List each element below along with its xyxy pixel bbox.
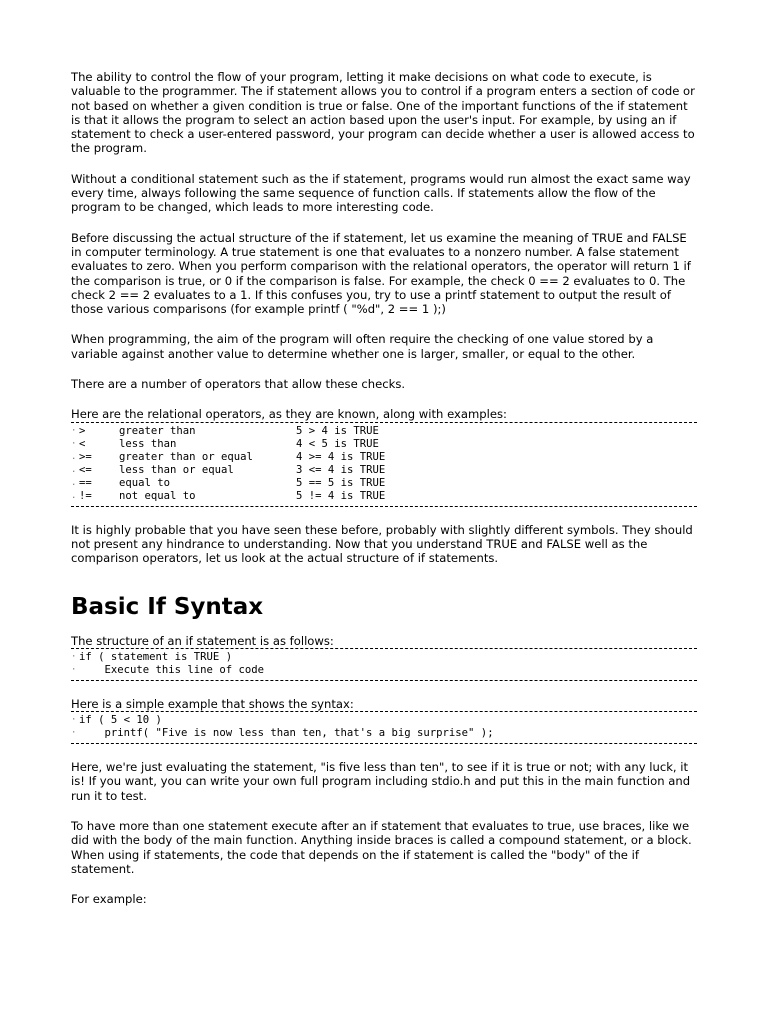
paragraph-operators-intro: There are a number of operators that allow these checks. (71, 377, 406, 392)
operator-description: less than or equal (119, 463, 234, 476)
row-bullet: · (71, 715, 77, 726)
operator-symbol: > (79, 424, 86, 437)
operator-row (71, 477, 697, 490)
operator-symbol: < (79, 437, 86, 450)
operator-description: equal to (119, 476, 171, 489)
row-bullet: · (71, 651, 77, 662)
paragraph-probable: It is highly probable that you have seen these before, probably with slightly different symbols. They should not present any hindrance to understanding. Now that you understand TRUE and FALSE well as the comparison operators, let us look at the actual structure of if statements. (71, 522, 693, 566)
divider-bottom (71, 506, 697, 507)
operator-description: not equal to (119, 489, 196, 502)
operator-row (71, 451, 697, 464)
operator-description: greater than (119, 424, 196, 437)
operator-symbol: == (79, 476, 92, 489)
operator-example: 5 != 4 is TRUE (296, 489, 386, 502)
row-bullet: · (71, 728, 77, 739)
operators-table (71, 423, 697, 506)
paragraph-relational-intro: Here are the relational operators, as they are known, along with examples: (71, 407, 507, 422)
section-heading: Basic If Syntax (71, 593, 264, 620)
row-bullet: · (71, 425, 77, 436)
operator-example: 3 <= 4 is TRUE (296, 463, 386, 476)
paragraph-braces: To have more than one statement execute after an if statement that evaluates to true, use braces, like we did with the body of the main function. Anything inside braces is called a compound statement, or a block. When using if statements, the code that depends on the if statement is called the "body" of the if statement. (71, 819, 692, 876)
code-line: · if ( statement is TRUE ) (71, 650, 233, 663)
code-line: · Execute this line of code (71, 663, 264, 676)
paragraph-true-false: Before discussing the actual structure of the if statement, let us examine the meaning of TRUE and FALSE in computer terminology. A true statement is one that evaluates to a nonzero number. A false statement evaluates to zero. When you perform comparison with the relational operators, the operator will return 1 if the comparison is true, or 0 if the comparison is false. For example, the check 0 == 2 evaluates to 0. The check 2 == 2 evaluates to a 1. If this confuses you, try to use a printf statement to output the result of those various comparisons (for example printf ( "%d", 2 == 1 );) (71, 230, 691, 317)
operator-description: greater than or equal (119, 450, 253, 463)
operator-symbol: <= (79, 463, 92, 476)
paragraph-comparison-aim: When programming, the aim of the program will often require the checking of one value stored by a variable against another value to determine whether one is larger, smaller, or equal to the other. (71, 332, 654, 361)
row-bullet: · (71, 438, 77, 449)
row-bullet: · (71, 664, 77, 675)
operator-description: less than (119, 437, 177, 450)
operator-example: 4 >= 4 is TRUE (296, 450, 386, 463)
row-bullet: . (71, 464, 77, 475)
operator-example: 5 > 4 is TRUE (296, 424, 379, 437)
operator-row (71, 490, 697, 503)
paragraph-conditional: Without a conditional statement such as the if statement, programs would run almost the exact same way every time, always following the same sequence of function calls. If statements allow the flow of the program to be changed, which leads to more interesting code. (71, 171, 691, 215)
operator-example: 4 < 5 is TRUE (296, 437, 379, 450)
operator-symbol: >= (79, 450, 92, 463)
operator-row (71, 425, 697, 438)
paragraph-evaluating: Here, we're just evaluating the statement, "is five less than ten", to see if it is true or not; with any luck, it is! If you want, you can write your own full program including stdio.h and put this in the main function and run it to test. (71, 760, 691, 803)
row-bullet: . (71, 451, 77, 462)
paragraph-intro: The ability to control the flow of your program, letting it make decisions on what code to execute, is valuable to the programmer. The if statement allows you to control if a program enters a section of code or not based on whether a given condition is true or false. One of the important functions of the if statement is that it allows the program to select an action based upon the user's input. For example, by using an if statement to check a user-entered password, your program can decide whether a user is allowed access to the program. (71, 70, 695, 156)
operator-example: 5 == 5 is TRUE (296, 476, 386, 489)
row-bullet: . (71, 477, 77, 488)
paragraph-example-intro: Here is a simple example that shows the syntax: (71, 696, 354, 711)
row-bullet: . (71, 490, 77, 501)
code-line: · if ( 5 < 10 ) (71, 714, 162, 727)
operator-symbol: != (79, 489, 92, 502)
document-page (71, 70, 697, 907)
divider-bottom (71, 680, 697, 681)
code-line: · printf( "Five is now less than ten, that's a big surprise" ); (71, 727, 494, 740)
paragraph-structure-intro: The structure of an if statement is as follows: (71, 633, 334, 648)
operator-row (71, 438, 697, 451)
paragraph-for-example: For example: (71, 892, 147, 907)
code-example (71, 712, 697, 743)
divider-bottom (71, 743, 697, 744)
code-structure (71, 649, 697, 680)
operator-row (71, 464, 697, 477)
